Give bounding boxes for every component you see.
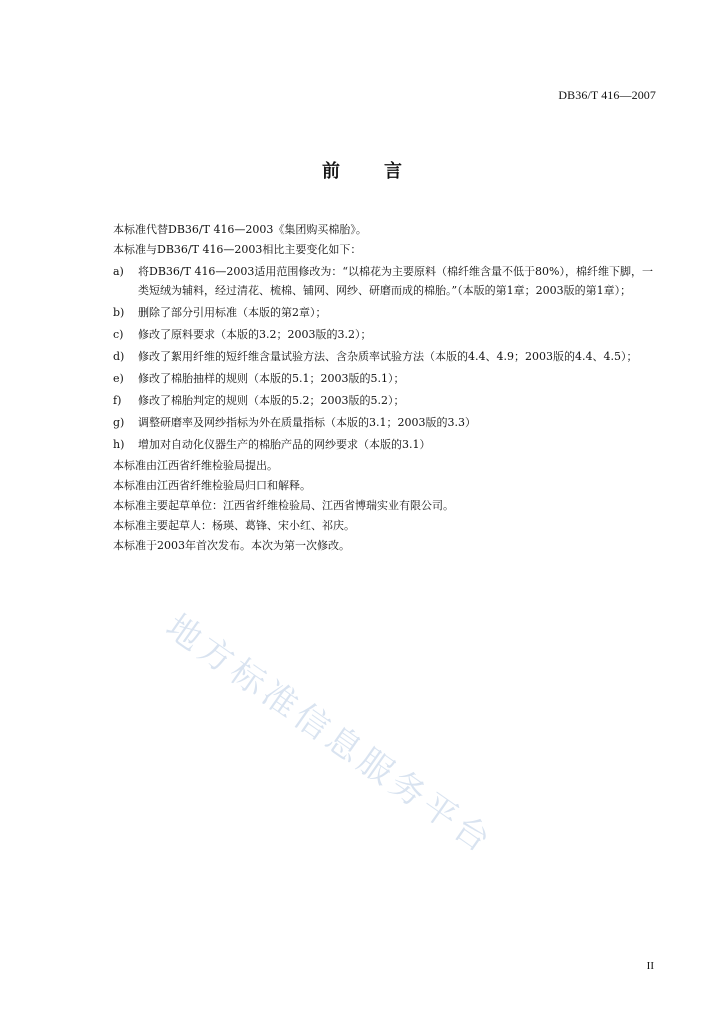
item-text: 调整研磨率及网纱指标为外在质量指标（本版的3.1；2003版的3.3） [138, 416, 476, 429]
watermark: 地方标准信息服务平台 [158, 606, 501, 864]
item-text: 修改了原料要求（本版的3.2；2003版的3.2）； [138, 328, 372, 341]
item-marker: g) [113, 416, 125, 429]
item-marker: h) [113, 438, 125, 451]
document-code: DB36/T 416—2007 [558, 88, 656, 102]
closing-line-5: 本标准于2003年首次发布。本次为第一次修改。 [113, 539, 350, 552]
item-text: 将DB36/T 416—2003适用范围修改为：“以棉花为主要原料（棉纤维含量不低于80%），棉纤维下脚，一类短绒为辅料，经过清花、梳棉、铺网、网纱、研磨而成的棉胎。”（本版的第1章；2003版的第1章）； [138, 265, 653, 297]
change-item-b [113, 303, 661, 323]
change-item-d [113, 347, 661, 367]
item-marker: e) [113, 372, 124, 385]
item-text: 增加对自动化仪器生产的棉胎产品的网纱要求（本版的3.1） [138, 438, 431, 451]
page-number: II [646, 960, 654, 972]
foreword-body [113, 220, 661, 556]
change-item-c [113, 325, 661, 345]
item-text: 修改了棉胎判定的规则（本版的5.2；2003版的5.2）； [138, 394, 405, 407]
closing-line-1: 本标准由江西省纤维检验局提出。 [113, 459, 278, 472]
intro-line-2: 本标准与DB36/T 416—2003相比主要变化如下： [113, 243, 362, 256]
item-text: 删除了部分引用标准（本版的第2章）； [138, 306, 327, 319]
title-char-2: 言 [384, 161, 402, 182]
change-item-e [113, 369, 661, 389]
item-marker: c) [113, 328, 124, 341]
closing-line-2: 本标准由江西省纤维检验局归口和解释。 [113, 479, 311, 492]
change-item-f [113, 391, 661, 411]
item-marker: a) [113, 265, 124, 278]
item-marker: f) [113, 394, 122, 407]
closing-line-3: 本标准主要起草单位：江西省纤维检验局、江西省博瑞实业有限公司。 [113, 499, 454, 512]
item-marker: d) [113, 350, 125, 363]
page-title [0, 157, 724, 183]
change-item-a [113, 262, 661, 300]
closing-line-4: 本标准主要起草人：杨瑛、葛锋、宋小红、祁庆。 [113, 519, 355, 532]
item-text: 修改了棉胎抽样的规则（本版的5.1；2003版的5.1）； [138, 372, 405, 385]
change-item-g [113, 413, 661, 433]
change-item-h [113, 435, 661, 455]
intro-line-1: 本标准代替DB36/T 416—2003《集团购买棉胎》。 [113, 223, 367, 236]
item-marker: b) [113, 306, 125, 319]
item-text: 修改了絮用纤维的短纤维含量试验方法、含杂质率试验方法（本版的4.4、4.9；2003版的4.4、4.5）； [138, 350, 638, 363]
title-char-1: 前 [322, 161, 340, 182]
